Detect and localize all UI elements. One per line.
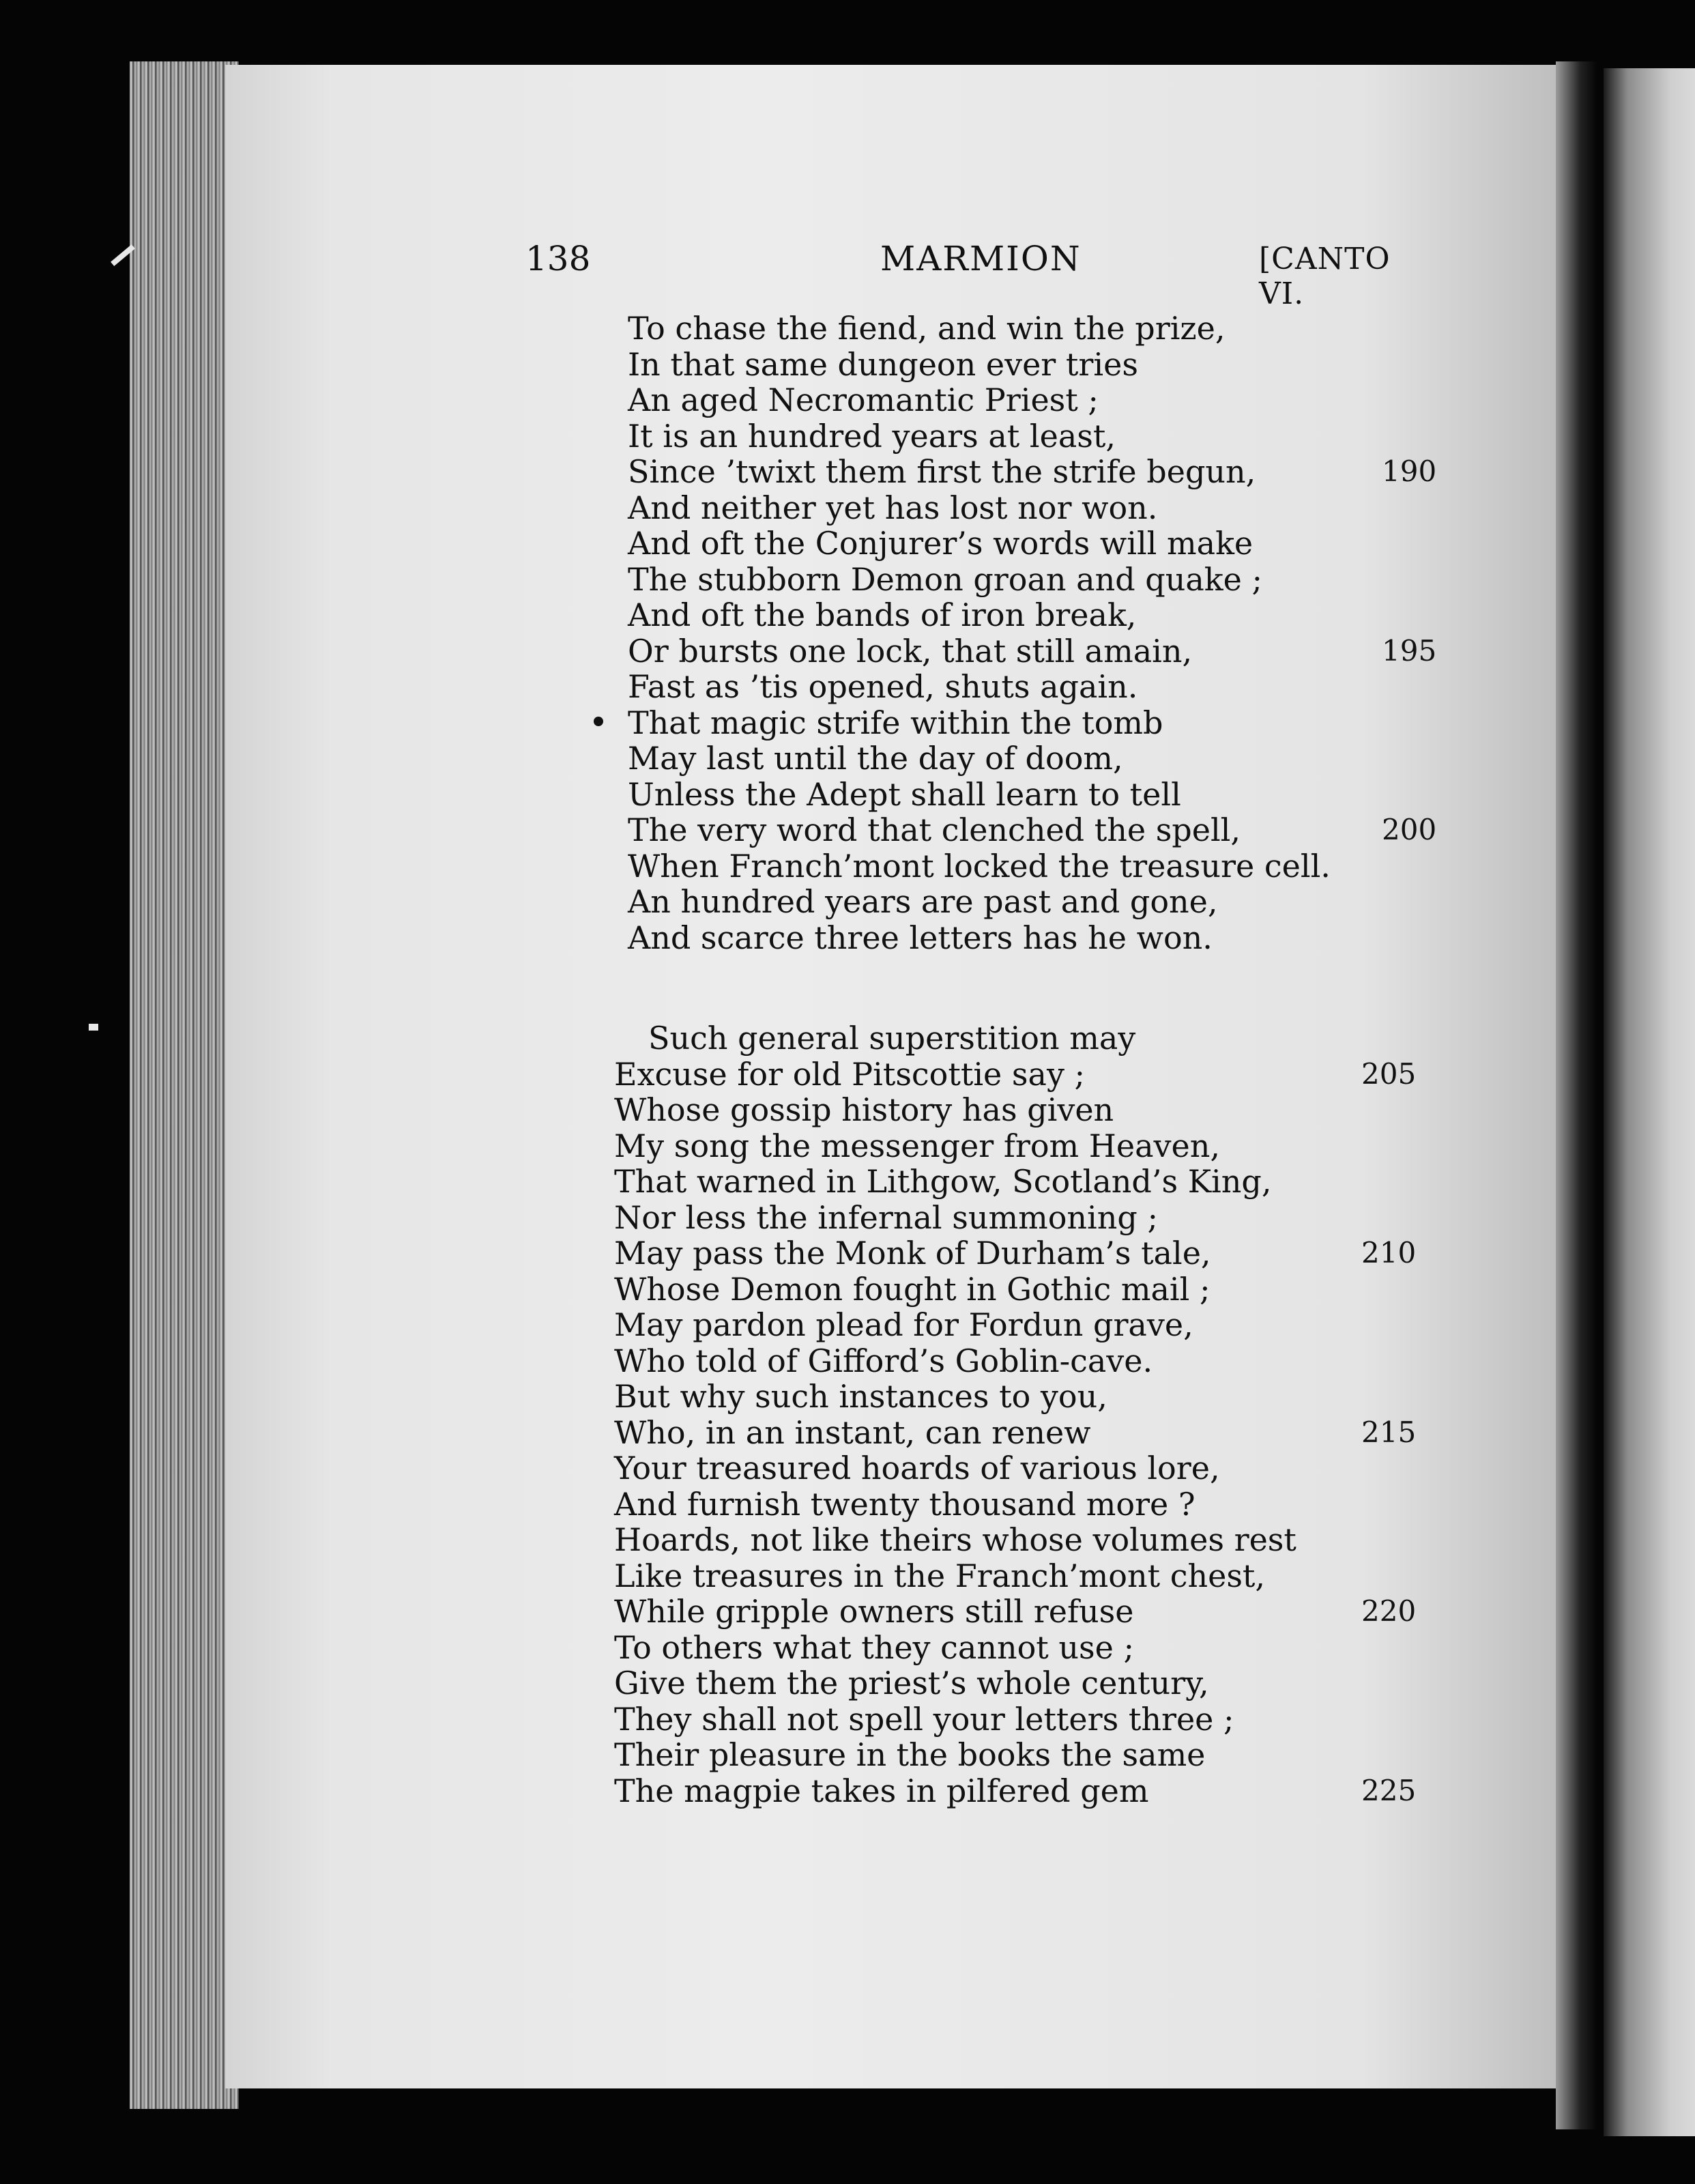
running-header	[525, 239, 1440, 311]
verse-line: The magpie takes in pilfered gem 225	[614, 1772, 1417, 1809]
line-number: 205	[1361, 1057, 1417, 1091]
page-edges	[130, 61, 239, 2109]
page-number: 138	[525, 239, 591, 278]
verse-line: My song the messenger from Heaven,	[614, 1127, 1221, 1164]
stanza-2	[614, 1020, 1417, 1809]
verse-line: It is an hundred years at least,	[628, 417, 1116, 455]
facing-page-edge	[1604, 68, 1695, 2136]
verse-line: That warned in Lithgow, Scotland’s King,	[614, 1163, 1272, 1200]
verse-line: In that same dungeon ever tries	[628, 345, 1138, 383]
verse-line: Who told of Gifford’s Goblin-cave.	[614, 1342, 1153, 1379]
verse-line: Your treasured hoards of various lore,	[614, 1450, 1220, 1486]
verse-line: The very word that clenched the spell, 200	[628, 811, 1437, 848]
book-gutter	[1556, 61, 1597, 2129]
scan-speck	[89, 1024, 98, 1031]
verse-line: They shall not spell your letters three ;	[614, 1700, 1234, 1738]
verse-line: And neither yet has lost nor won.	[628, 489, 1158, 526]
verse-line: Whose Demon fought in Gothic mail ;	[614, 1270, 1211, 1308]
line-number: 215	[1361, 1415, 1417, 1449]
verse-line: An hundred years are past and gone,	[628, 883, 1218, 920]
line-number: 225	[1361, 1773, 1417, 1807]
verse-line: While gripple owners still refuse 220	[614, 1593, 1417, 1630]
verse-line: And oft the bands of iron break,	[628, 597, 1137, 633]
margin-bullet	[594, 717, 603, 726]
verse-line: The stubborn Demon groan and quake ;	[628, 560, 1262, 598]
verse-line: But why such instances to you,	[614, 1378, 1107, 1415]
verse-line: Excuse for old Pitscottie say ; 205	[614, 1055, 1417, 1093]
line-number: 200	[1382, 813, 1437, 846]
verse-line: When Franch’mont locked the treasure cell.	[628, 847, 1331, 885]
verse-line: And scarce three letters has he won.	[628, 919, 1213, 956]
line-number: 195	[1382, 633, 1437, 667]
verse-line: Nor less the infernal summoning ;	[614, 1198, 1158, 1236]
verse-line: And oft the Conjurer’s words will make	[628, 525, 1254, 562]
verse-line: To chase the fiend, and win the prize,	[628, 310, 1226, 347]
verse-line: Since ’twixt them first the strife begun, 190	[628, 453, 1437, 490]
verse-line: Such general superstition may	[648, 1020, 1136, 1057]
verse-line: Unless the Adept shall learn to tell	[628, 775, 1181, 813]
line-number: 210	[1361, 1236, 1417, 1269]
verse-line: To others what they cannot use ;	[614, 1628, 1134, 1666]
verse-line: An aged Necromantic Priest ;	[628, 382, 1099, 418]
book-title: MARMION	[880, 239, 1082, 278]
verse-line: May last until the day of doom,	[628, 740, 1123, 777]
verse-line: Hoards, not like theirs whose volumes rest	[614, 1521, 1296, 1558]
verse-line: Who, in an instant, can renew 215	[614, 1413, 1417, 1451]
verse-line: Give them the priest’s whole century,	[614, 1665, 1209, 1701]
verse-line: Like treasures in the Franch’mont chest,	[614, 1557, 1266, 1594]
verse-line: May pardon plead for Fordun grave,	[614, 1306, 1193, 1343]
stanza-1	[628, 310, 1437, 956]
verse-line: Or bursts one lock, that still amain, 195	[628, 632, 1437, 670]
verse-line: That magic strife within the tomb	[628, 704, 1163, 741]
verse-line: Fast as ’tis opened, shuts again.	[628, 668, 1138, 705]
line-number: 220	[1361, 1594, 1417, 1628]
verse-line: Whose gossip history has given	[614, 1091, 1114, 1128]
verse-line: Their pleasure in the books the same	[614, 1736, 1206, 1773]
verse-line: May pass the Monk of Durham’s tale, 210	[614, 1235, 1417, 1271]
verse-line: And furnish twenty thousand more ?	[614, 1485, 1196, 1523]
canto-label: [CANTO VI.	[1259, 242, 1391, 311]
line-number: 190	[1382, 455, 1437, 488]
